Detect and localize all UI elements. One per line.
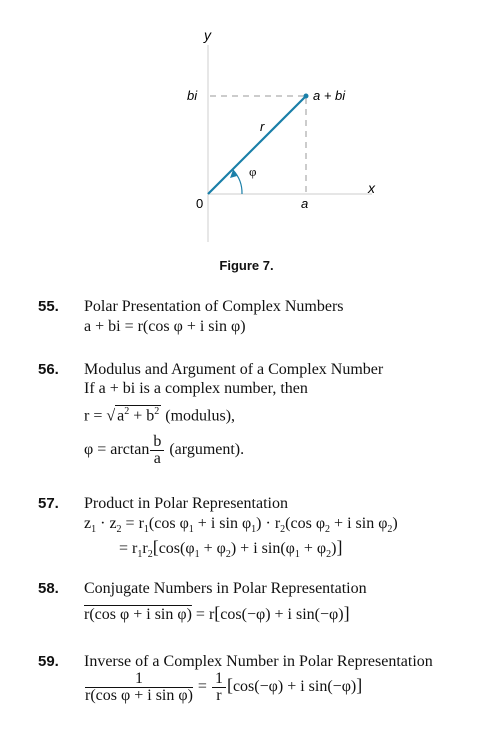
item-number: 57. [38, 495, 59, 512]
y-axis-label: y [204, 27, 211, 43]
phi-label: φ [249, 164, 257, 179]
modulus-note: (modulus), [165, 407, 236, 425]
formula-line: a + bi = r(cos φ + i sin φ) [84, 318, 246, 335]
product-formula-line1: $z_1 \cdot z_2 = r_1(\cos$ $\varphi_1 + i$ $\sin \varphi_1) \cdot r_2(\cos$ $\varphi_2 + i$ $\sin \varphi_2$) [84, 515, 398, 536]
argument-formula: φ = arctan $\frac{b}{a}$ (argument). [84, 433, 245, 467]
complex-plane-svg [0, 0, 493, 290]
figure-caption: Figure 7. [219, 258, 274, 273]
complex-plane-figure [0, 0, 493, 290]
product-formula-line2: = $r_1r_2[\cos(\varphi_1 + \varphi_2) + i$ $\sin(\varphi_1 + \varphi_2)$] [119, 537, 343, 561]
item-title: Inverse of a Complex Number in Polar Representation [84, 653, 433, 670]
item-title: Conjugate Numbers in Polar Representation [84, 580, 367, 597]
item-number: 56. [38, 361, 59, 378]
item-title: Product in Polar Representation [84, 495, 288, 512]
point-label: a + bi [313, 88, 346, 103]
item-number: 59. [38, 653, 59, 670]
argument-note: (argument). [169, 441, 245, 459]
inverse-formula: $\frac{1}{\text{r(cos φ + i sin φ)}}$ = $\frac{1}{r}$ [cos(−φ) + i sin(−φ)] [85, 670, 363, 704]
x-axis-label: x [368, 180, 375, 196]
r-vector [208, 96, 306, 194]
item-title: Polar Presentation of Complex Numbers [84, 298, 344, 315]
point-a-bi [304, 94, 309, 99]
conjugate-formula: r(cos φ + i sin φ) = r[cos(−φ) + i sin(−φ)] [84, 603, 350, 623]
r-label: r [260, 119, 265, 134]
item-title: Modulus and Argument of a Complex Number [84, 361, 384, 378]
item-number: 55. [38, 298, 59, 315]
item-number: 58. [38, 580, 59, 597]
a-label: a [301, 196, 309, 211]
formula-intro: If a + bi is a complex number, then [84, 380, 308, 397]
origin-label: 0 [196, 196, 204, 211]
bi-label: bi [187, 88, 198, 103]
modulus-formula: r = √ $a^2 + b^2$ (modulus), [84, 406, 236, 425]
